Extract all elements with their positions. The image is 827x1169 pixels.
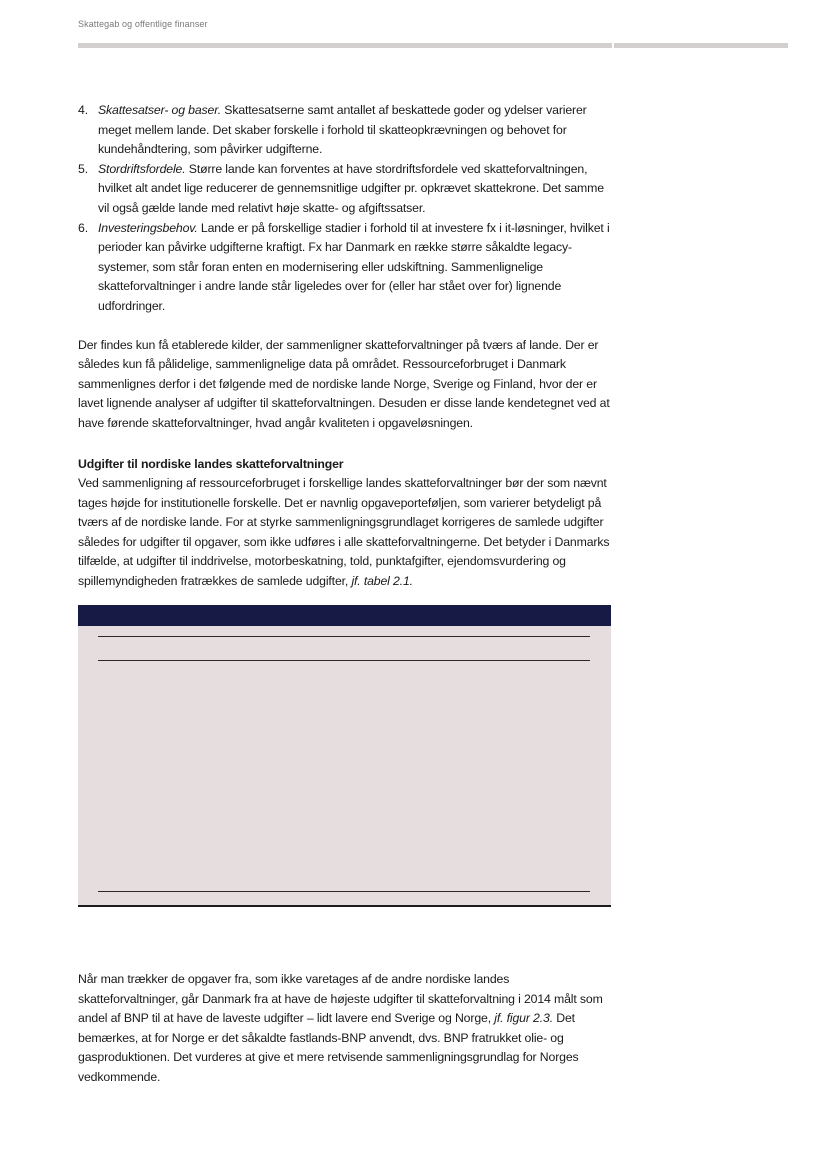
list-item xyxy=(78,219,610,317)
closing-text: Når man trækker de opgaver fra, som ikke varetages af de andre nordiske landes skatteforvaltninger, går Danmark fra at have de højeste udgifter til skatteforvaltning i 2014 målt som andel af BNP til at have de laveste udgifter – lidt lavere end Sverige og Norge, xyxy=(78,972,603,1026)
list-text: Skattesatserne samt antallet af beskattede goder og ydelser varierer meget mellem lande. Det skaber forskelle i forhold til skatteopkrævningen og behovet for kundehåndtering, som påvirker udgifterne. xyxy=(98,103,587,157)
list-number: 6. xyxy=(78,220,88,235)
list-number: 5. xyxy=(78,161,88,176)
section-body xyxy=(78,474,610,592)
list-text: Lande er på forskellige stadier i forhold til at investere fx i it-løsninger, hvilket i perioder kan påvirke udgifterne kraftigt. Fx har Danmark en række større såkaldte legacy-systemer, som står foran enten en modernisering eller udskiftning. Sammenlignelige skatteforvaltninger i andre lande står ligeledes over for (eller har stået over for) lignende udfordringer. xyxy=(98,220,610,313)
list-term: Skattesatser- og baser. xyxy=(98,103,222,117)
list-number: 4. xyxy=(78,103,88,117)
table-reference-link: jf. tabel 2.1. xyxy=(351,574,413,589)
table-bottom-border xyxy=(78,905,611,907)
table-rule-bottom xyxy=(98,891,590,892)
figure-reference-link: jf. figur 2.3. xyxy=(494,1011,553,1026)
list-term: Stordriftsfordele. xyxy=(98,161,186,176)
closing-text-end: Det bemærkes, at for Norge er det såkaldte fastlands-BNP anvendt, dvs. BNP fratrukket olie- og gasproduktionen. Det vurderes at give et mere retvisende sammenligningsgrundlag for Norges vedkommende. xyxy=(78,1011,579,1084)
numbered-list xyxy=(78,101,610,317)
section-heading: Udgifter til nordiske landes skatteforvaltninger xyxy=(78,456,344,471)
list-item xyxy=(78,160,610,219)
table-header-bar xyxy=(78,605,611,626)
header-rule xyxy=(78,43,612,48)
table-rule-header xyxy=(98,660,590,661)
main-content xyxy=(78,101,610,592)
list-text: Større lande kan forventes at have stordriftsfordele ved skatteforvaltningen, hvilket alt andet lige reducerer de gennemsnitlige udgifter pr. opkrævet skattekrone. Det samme vil også gælde lande med relativt høje skatte- og afgiftssatser. xyxy=(98,161,604,215)
list-item xyxy=(78,101,610,160)
closing-paragraph xyxy=(78,970,610,1088)
table-rule-top xyxy=(98,636,590,637)
table-2-1 xyxy=(78,605,611,907)
paragraph-sources: Der findes kun få etablerede kilder, der sammenligner skatteforvaltninger på tværs af lande. Der er således kun få pålidelige, sammenlignelige data på området. Ressourceforbruget i Danmark sammenlignes derfor i det følgende med de nordiske lande Norge, Sverige og Finland, hvor der er lavet lignende analyser af udgifter til skatteforvaltningen. Desuden er disse lande kendetegnet ved at have førende skatteforvaltninger, hvad angår kvaliteten i opgaveløsningen. xyxy=(78,337,610,430)
section-body-text: Ved sammenligning af ressourceforbruget i forskellige landes skatteforvaltninger bør der som nævnt tages højde for institutionelle forskelle. Det er navnlig opgaveporteføljen, som varierer betydeligt på tværs af de nordiske lande. For at styrke sammenligningsgrundlaget korrigeres de samlede udgifter således for udgifter til opgaver, som ikke udføres i alle skatteforvaltningerne. Det betyder i Danmarks tilfælde, at udgifter til inddrivelse, motorbeskatning, told, punktafgifter, ejendomsvurdering og spillemyndigheden fratrækkes de samlede udgifter, xyxy=(78,476,610,589)
running-header: Skattegab og offentlige finanser xyxy=(78,19,208,29)
header-rule-margin xyxy=(614,43,788,48)
list-term: Investeringsbehov. xyxy=(98,220,198,235)
